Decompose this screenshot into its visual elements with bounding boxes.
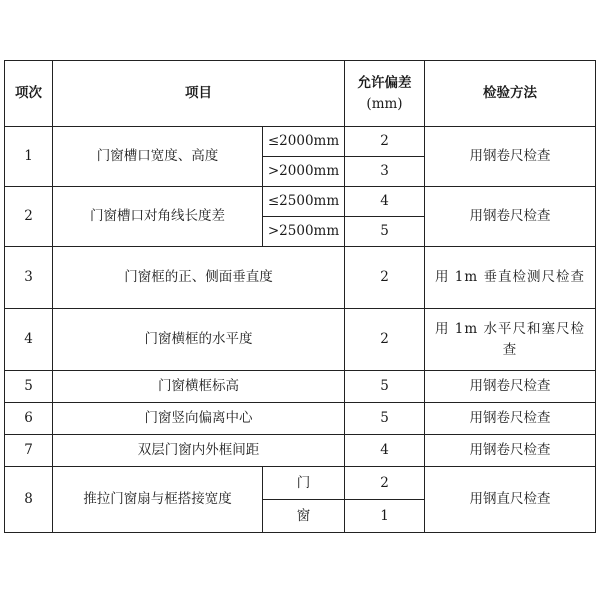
tolerance-table	[4, 60, 596, 533]
row-no: 7	[5, 435, 53, 467]
row-method: 用钢卷尺检查	[425, 187, 596, 247]
table-row	[5, 247, 596, 309]
row-item-name: 门窗竖向偏离中心	[53, 403, 345, 435]
row-tolerance-value: 2	[345, 309, 425, 371]
row-method: 用钢卷尺检查	[425, 435, 596, 467]
row-no: 2	[5, 187, 53, 247]
table-row	[5, 127, 596, 157]
table-row	[5, 187, 596, 217]
row-sub-condition: 窗	[263, 500, 345, 533]
table-row	[5, 467, 596, 500]
row-tolerance-value: 5	[345, 371, 425, 403]
row-item-name: 推拉门窗扇与框搭接宽度	[53, 467, 263, 533]
row-tolerance-value: 2	[345, 467, 425, 500]
row-tolerance-value: 4	[345, 435, 425, 467]
row-item-name: 门窗横框标高	[53, 371, 345, 403]
row-item-name: 门窗槽口宽度、高度	[53, 127, 263, 187]
row-tolerance-value: 2	[345, 127, 425, 157]
table-row	[5, 435, 596, 467]
row-no: 5	[5, 371, 53, 403]
row-sub-condition: ≤2500mm	[263, 187, 345, 217]
row-sub-condition: >2500mm	[263, 217, 345, 247]
row-tolerance-value: 3	[345, 157, 425, 187]
row-sub-condition: >2000mm	[263, 157, 345, 187]
header-tolerance-label: 允许偏差	[357, 74, 412, 91]
table-row	[5, 309, 596, 371]
row-sub-condition: ≤2000mm	[263, 127, 345, 157]
row-method: 用钢直尺检查	[425, 467, 596, 533]
row-method: 用 1m 水平尺和塞尺检查	[425, 309, 596, 371]
row-no: 1	[5, 127, 53, 187]
row-tolerance-value: 2	[345, 247, 425, 309]
row-method: 用钢卷尺检查	[425, 127, 596, 187]
row-no: 6	[5, 403, 53, 435]
row-method: 用钢卷尺检查	[425, 371, 596, 403]
header-method: 检验方法	[425, 61, 596, 127]
row-no: 8	[5, 467, 53, 533]
row-tolerance-value: 1	[345, 500, 425, 533]
row-method: 用 1m 垂直检测尺检查	[425, 247, 596, 309]
row-no: 3	[5, 247, 53, 309]
row-tolerance-value: 4	[345, 187, 425, 217]
header-tolerance	[345, 61, 425, 127]
header-tolerance-unit: (mm)	[366, 95, 403, 112]
row-method: 用钢卷尺检查	[425, 403, 596, 435]
row-sub-condition: 门	[263, 467, 345, 500]
row-item-name: 门窗槽口对角线长度差	[53, 187, 263, 247]
row-no: 4	[5, 309, 53, 371]
header-row	[5, 61, 596, 127]
table-row	[5, 403, 596, 435]
header-no: 项次	[5, 61, 53, 127]
row-tolerance-value: 5	[345, 403, 425, 435]
table-row	[5, 371, 596, 403]
row-item-name: 门窗框的正、侧面垂直度	[53, 247, 345, 309]
row-item-name: 门窗横框的水平度	[53, 309, 345, 371]
header-item: 项目	[53, 61, 345, 127]
row-item-name: 双层门窗内外框间距	[53, 435, 345, 467]
row-tolerance-value: 5	[345, 217, 425, 247]
